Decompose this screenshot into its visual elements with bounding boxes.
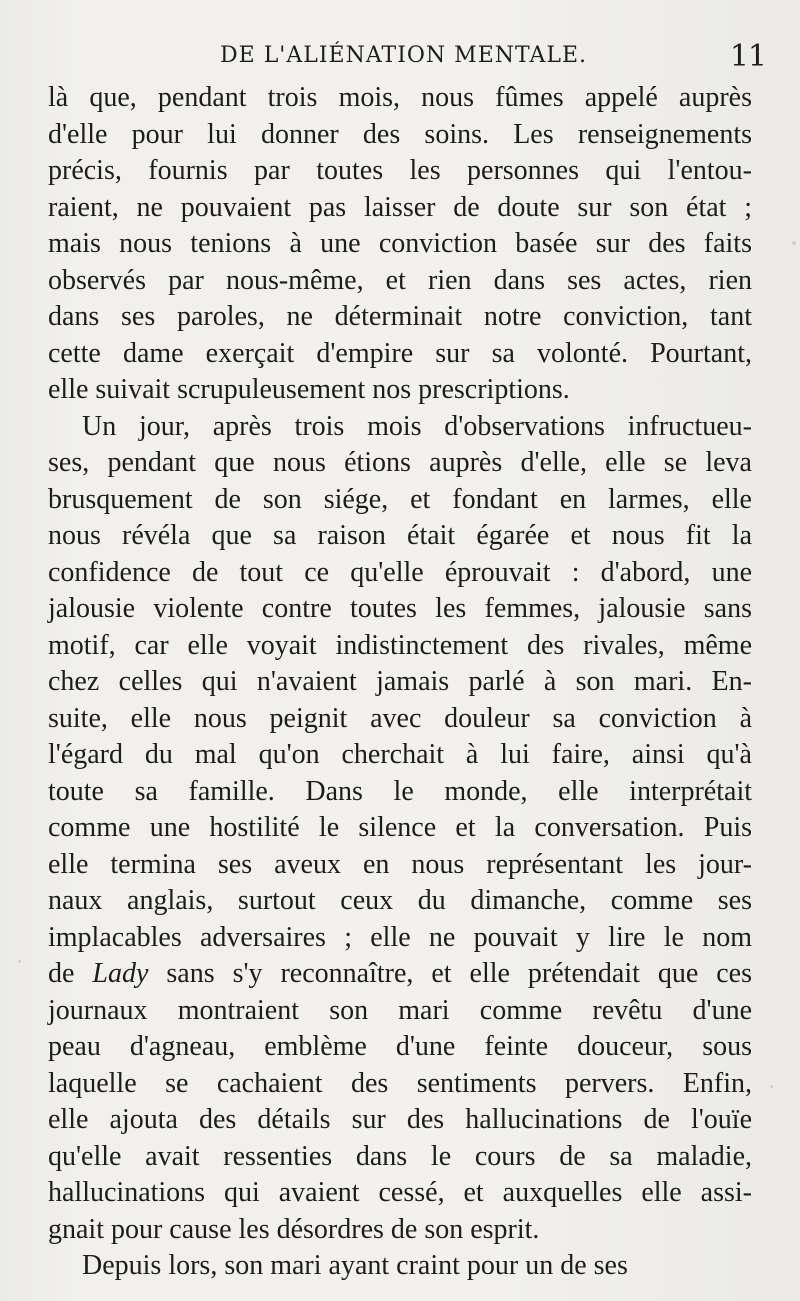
paper-speck [18, 960, 21, 963]
text-line: toute sa famille. Dans le monde, elle interprétait [48, 775, 752, 807]
text-line: suite, elle nous peignit avec douleur sa conviction à [48, 702, 752, 734]
text-line: là que, pendant trois mois, nous fûmes appelé auprès [48, 82, 752, 113]
text-line: Un jour, après trois mois d'observations infructueu- [82, 410, 752, 442]
text-line: peau d'agneau, emblème d'une feinte douceur, sous [48, 1031, 752, 1062]
text-line-segment: sans s'y reconnaître, et elle prétendait que ces [148, 958, 752, 989]
page-number: 11 [729, 39, 766, 74]
text-line: observés par nous-même, et rien dans ses actes, rien [48, 264, 752, 296]
running-title: DE L'ALIÉNATION MENTALE. [220, 43, 588, 68]
text-line: journaux montraient son mari comme revêtu d'une [48, 994, 752, 1026]
text-line: implacables adversaires ; elle ne pouvait y lire le nom [48, 921, 752, 953]
text-line: elle termina ses aveux en nous représentant les jour- [48, 848, 752, 880]
running-head [0, 39, 800, 77]
paper-speck [792, 241, 796, 245]
text-line-segment: de [48, 958, 93, 989]
text-line: qu'elle avait ressenties dans le cours de sa maladie, [48, 1140, 752, 1172]
text-line: elle suivait scrupuleusement nos prescriptions. [48, 374, 570, 405]
text-line: précis, fournis par toutes les personnes qui l'entou- [48, 155, 752, 186]
text-line: naux anglais, surtout ceux du dimanche, comme ses [48, 885, 752, 916]
text-line: nous révéla que sa raison était égarée et nous fit la [48, 520, 752, 551]
text-line: chez celles qui n'avaient jamais parlé à son mari. En- [48, 666, 752, 697]
text-line: d'elle pour lui donner des soins. Les renseignements [48, 118, 752, 150]
text-line: cette dame exerçait d'empire sur sa volonté. Pourtant, [48, 337, 752, 369]
text-line: jalousie violente contre toutes les femmes, jalousie sans [48, 593, 752, 624]
text-line: confidence de tout ce qu'elle éprouvait : d'abord, une [48, 556, 752, 588]
text-line: raient, ne pouvaient pas laisser de doute sur son état ; [48, 191, 752, 223]
body-text [48, 80, 752, 1285]
text-line: Depuis lors, son mari ayant craint pour un de ses [82, 1250, 628, 1281]
text-line: l'égard du mal qu'on cherchait à lui faire, ainsi qu'à [48, 739, 752, 770]
text-line: comme une hostilité le silence et la conversation. Puis [48, 812, 752, 843]
text-line: motif, car elle voyait indistinctement des rivales, même [48, 629, 752, 661]
italic-word: Lady [92, 958, 149, 989]
text-line: hallucinations qui avaient cessé, et auxquelles elle assi- [48, 1177, 752, 1208]
text-line: elle ajouta des détails sur des hallucinations de l'ouïe [48, 1104, 752, 1135]
text-line: dans ses paroles, ne déterminait notre conviction, tant [48, 301, 752, 332]
text-line: gnait pour cause les désordres de son esprit. [48, 1213, 540, 1245]
paper-speck [770, 1085, 773, 1088]
text-line: brusquement de son siége, et fondant en larmes, elle [48, 483, 752, 515]
text-line: ses, pendant que nous étions auprès d'elle, elle se leva [48, 447, 752, 478]
text-line [48, 956, 752, 993]
text-line: laquelle se cachaient des sentiments pervers. Enfin, [48, 1067, 752, 1099]
text-line: mais nous tenions à une conviction basée sur des faits [48, 228, 752, 259]
